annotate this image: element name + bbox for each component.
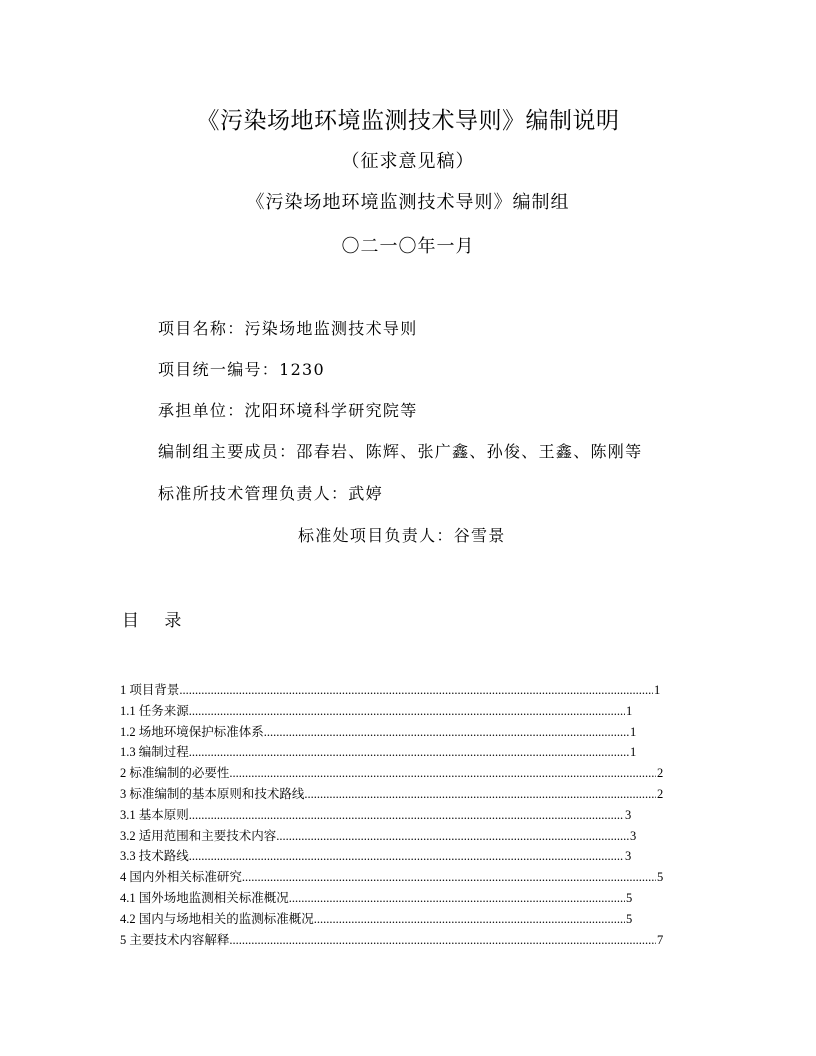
toc-entry-label: 3.3 技术路线: [120, 849, 189, 864]
toc-entry[interactable]: [120, 930, 680, 951]
toc-entry-label: 1.1 任务来源: [120, 703, 189, 718]
toc-entry-label: 3.1 基本原则: [120, 807, 189, 822]
toc-entry-page: 7: [657, 932, 664, 947]
group-members: 编制组主要成员：邵春岩、陈辉、张广鑫、孙俊、王鑫、陈刚等: [158, 442, 643, 461]
toc-entry-page: 3: [630, 828, 637, 843]
toc-entry-label: 2 标准编制的必要性: [120, 766, 230, 781]
document-date: 〇二一〇年一月: [341, 236, 475, 257]
toc-heading: 目 录: [122, 611, 192, 631]
toc-entry-page: 1: [654, 683, 661, 697]
toc-entry-label: 5 主要技术内容解释: [120, 932, 230, 947]
toc-entry-label: 4 国内外相关标准研究: [120, 870, 242, 885]
document-title: 《污染场地环境监测技术导则》编制说明: [196, 108, 620, 134]
toc-entry[interactable]: [120, 826, 680, 847]
toc-entry[interactable]: [120, 805, 680, 826]
toc-dot-leader: [276, 826, 629, 847]
toc-entry-page: 2: [657, 766, 664, 781]
toc-entry-label: 3 标准编制的基本原则和技术路线: [120, 786, 305, 801]
toc-entry-label: 1 项目背景: [120, 683, 180, 697]
toc-entry-page: 5: [626, 890, 633, 905]
toc-entry-label: 4.1 国外场地监测相关标准概况: [120, 890, 289, 905]
undertaking-unit: 承担单位：沈阳环境科学研究院等: [158, 401, 418, 420]
toc-entry[interactable]: [120, 784, 680, 805]
drafting-group: 《污染场地环境监测技术导则》编制组: [246, 192, 570, 213]
toc-entry-page: 5: [657, 870, 664, 885]
toc-entry-label: 3.2 适用范围和主要技术内容: [120, 828, 277, 843]
project-number: 项目统一编号：1230: [158, 360, 326, 379]
toc-dot-leader: [264, 722, 629, 743]
toc-dot-leader: [189, 846, 624, 867]
toc-entry[interactable]: [120, 742, 680, 763]
toc-entry-label: 1.2 场地环境保护标准体系: [120, 724, 264, 739]
toc-entry-page: 1: [630, 745, 637, 760]
toc-entry[interactable]: [120, 888, 680, 909]
toc-entry-page: 3: [625, 807, 632, 822]
toc-dot-leader: [189, 805, 624, 826]
technical-manager: 标准所技术管理负责人：武婷: [158, 484, 383, 503]
toc-dot-leader: [229, 763, 656, 784]
toc-entry[interactable]: [120, 701, 680, 722]
toc-entry[interactable]: [120, 867, 680, 888]
project-name: 项目名称：污染场地监测技术导则: [158, 319, 418, 338]
toc-entry-page: 1: [626, 703, 633, 718]
draft-status: （征求意见稿）: [341, 151, 475, 172]
toc-entry-page: 1: [630, 724, 637, 739]
toc-entry[interactable]: [120, 846, 680, 867]
toc-dot-leader: [289, 888, 625, 909]
toc-entry[interactable]: [120, 680, 680, 701]
toc-entry-page: 5: [626, 911, 633, 926]
toc-entry[interactable]: [120, 763, 680, 784]
toc-dot-leader: [179, 680, 653, 701]
toc-entry-page: 2: [657, 786, 664, 801]
table-of-contents: [120, 680, 680, 950]
toc-dot-leader: [242, 867, 656, 888]
toc-entry[interactable]: [120, 722, 680, 743]
toc-entry[interactable]: [120, 909, 680, 930]
project-manager: 标准处项目负责人：谷雪景: [298, 526, 506, 545]
toc-dot-leader: [189, 701, 625, 722]
toc-dot-leader: [304, 784, 656, 805]
toc-entry-page: 3: [625, 849, 632, 864]
toc-dot-leader: [189, 742, 629, 763]
toc-dot-leader: [314, 909, 625, 930]
toc-entry-label: 1.3 编制过程: [120, 745, 189, 760]
toc-dot-leader: [229, 930, 656, 951]
toc-entry-label: 4.2 国内与场地相关的监测标准概况: [120, 911, 314, 926]
